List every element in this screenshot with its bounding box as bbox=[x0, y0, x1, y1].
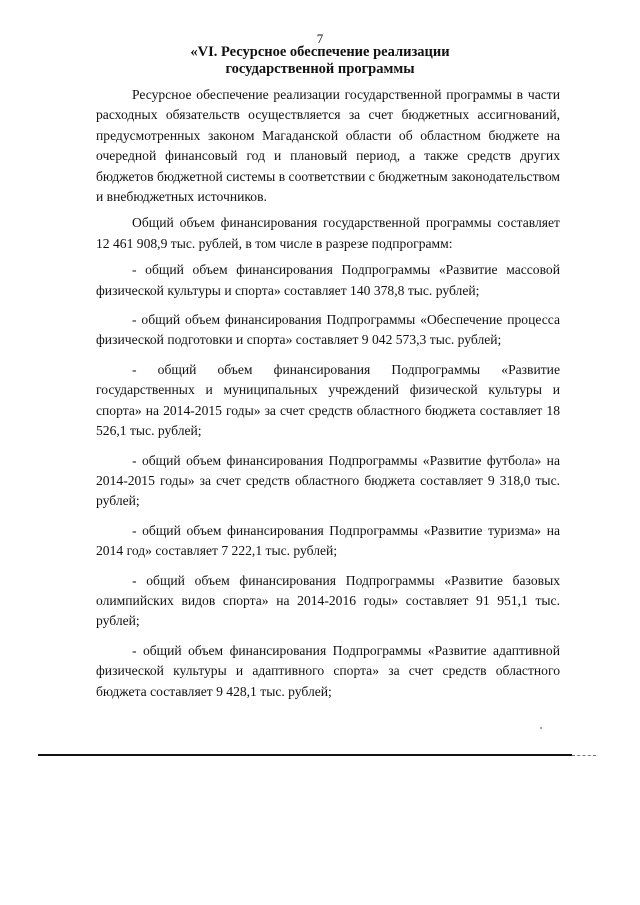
bottom-rule bbox=[38, 754, 572, 756]
section-heading-line-2: государственной программы bbox=[225, 61, 415, 77]
list-item: - общий объем финансирования Подпрограммы «Развитие государственных и муниципальных учреждений физической культуры и спорта» на 2014-2015 годы» за счет средств областного бюджета составляет 18 526,1 тыс. рублей; bbox=[96, 361, 560, 439]
body-text bbox=[96, 85, 560, 711]
list-item: - общий объем финансирования Подпрограммы «Развитие базовых олимпийских видов спорта» на 2014-2016 годы» составляет 91 951,1 тыс. рублей; bbox=[96, 572, 560, 629]
bottom-rule-faint bbox=[572, 755, 596, 757]
section-heading bbox=[150, 44, 490, 78]
list-item: - общий объем финансирования Подпрограммы «Обеспечение процесса физической подготовки и спорта» составляет 9 042 573,3 тыс. рублей; bbox=[96, 312, 560, 348]
total-funding-paragraph: Общий объем финансирования государственной программы составляет 12 461 908,9 тыс. рублей, в том числе в разрезе подпрограмм: bbox=[96, 215, 560, 251]
list-item: - общий объем финансирования Подпрограммы «Развитие туризма» на 2014 год» составляет 7 222,1 тыс. рублей; bbox=[96, 522, 560, 559]
page-number: 7 bbox=[316, 31, 324, 46]
list-item: - общий объем финансирования Подпрограммы «Развитие футбола» на 2014-2015 годы» за счет средств областного бюджета составляет 9 318,0 тыс. рублей; bbox=[96, 452, 560, 509]
list-item: - общий объем финансирования Подпрограммы «Развитие адаптивной физической культуры и адаптивного спорта» за счет средств областного бюджета составляет 9 428,1 тыс. рублей; bbox=[96, 642, 560, 699]
list-item: - общий объем финансирования Подпрограммы «Развитие массовой физической культуры и спорта» составляет 140 378,8 тыс. рублей; bbox=[96, 262, 560, 298]
scan-speck bbox=[540, 727, 542, 729]
section-heading-line-1: «VI. Ресурсное обеспечение реализации bbox=[190, 44, 450, 60]
intro-paragraph: Ресурсное обеспечение реализации государственной программы в части расходных обязательств осуществляется за счет бюджетных ассигнований, предусмотренных законом Магаданской области об областном бюджете на очередной финансовый год и плановый период, а также средств других бюджетов бюджетной системы в соответствии с бюджетным законодательством и внебюджетных источников. bbox=[96, 87, 560, 205]
